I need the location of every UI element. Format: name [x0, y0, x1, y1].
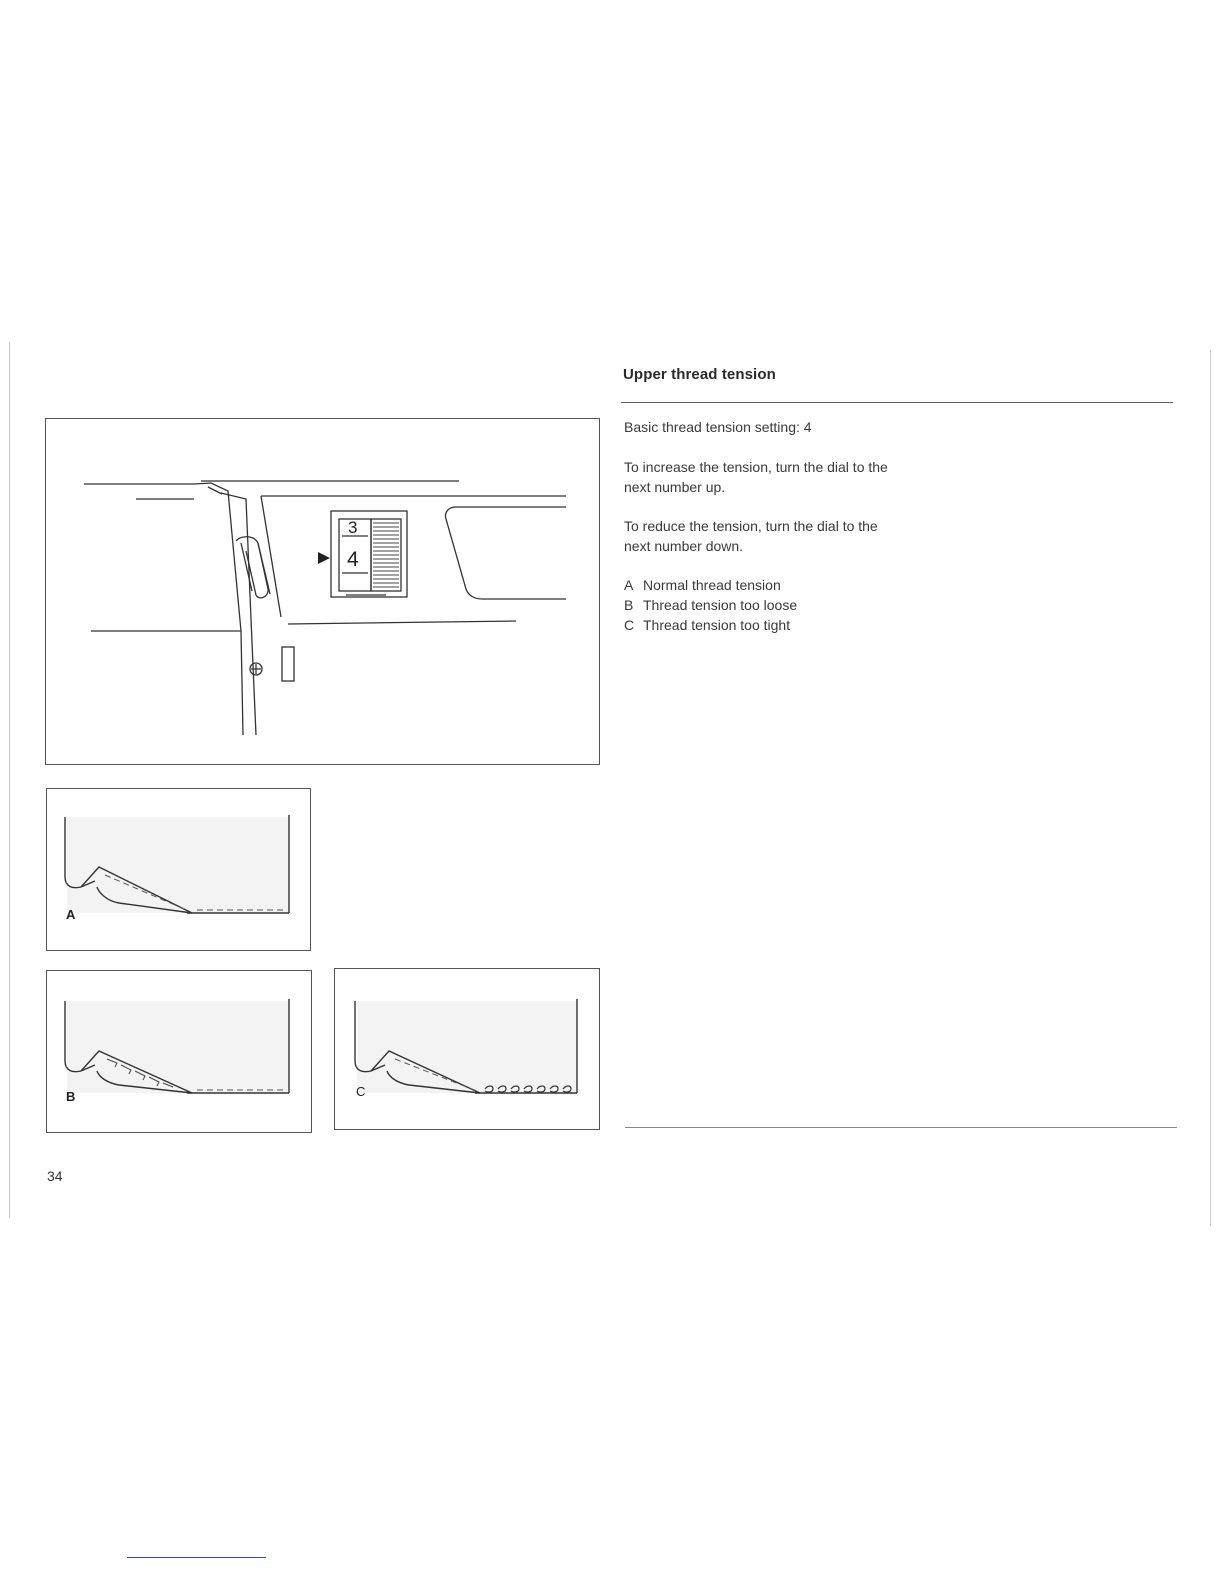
legend-item-b [624, 595, 797, 615]
legend-text: Normal thread tension [643, 577, 781, 593]
page-edge-right [1210, 350, 1211, 1226]
legend-item-c [624, 615, 797, 635]
figure-b-label: B [66, 1089, 76, 1104]
legend-key: A [624, 577, 634, 593]
figure-a-normal-tension [46, 788, 311, 951]
dial-number-4: 4 [347, 548, 359, 571]
legend-text: Thread tension too tight [643, 617, 791, 633]
figure-legend [624, 575, 797, 635]
figure-c-label: C [356, 1084, 366, 1099]
fabric-seam-drawing-a [47, 789, 310, 950]
legend-item-a [624, 575, 797, 595]
setting-pointer-icon [318, 552, 330, 564]
heading-divider [621, 402, 1173, 403]
figure-a-label: A [66, 907, 76, 922]
tension-dial-illustration [45, 418, 600, 765]
legend-text: Thread tension too loose [643, 597, 798, 613]
figure-b-tension-too-loose [46, 970, 312, 1133]
page-edge-left [9, 342, 10, 1218]
figure-c-tension-too-tight [334, 968, 600, 1130]
tension-dial-drawing [46, 419, 599, 764]
legend-key: C [624, 617, 635, 633]
reduce-tension-text: To reduce the tension, turn the dial to the next number down. [624, 518, 878, 554]
increase-tension-text: To increase the tension, turn the dial to the next number up. [624, 459, 888, 495]
fabric-seam-drawing-c [335, 969, 599, 1129]
section-heading: Upper thread tension [623, 366, 776, 383]
legend-key: B [624, 597, 634, 613]
bottom-divider [625, 1127, 1177, 1128]
footer-line [127, 1557, 266, 1558]
fabric-seam-drawing-b [47, 971, 311, 1132]
page-number: 34 [47, 1168, 63, 1184]
basic-setting-text: Basic thread tension setting: 4 [624, 419, 812, 435]
dial-number-3: 3 [348, 518, 358, 537]
